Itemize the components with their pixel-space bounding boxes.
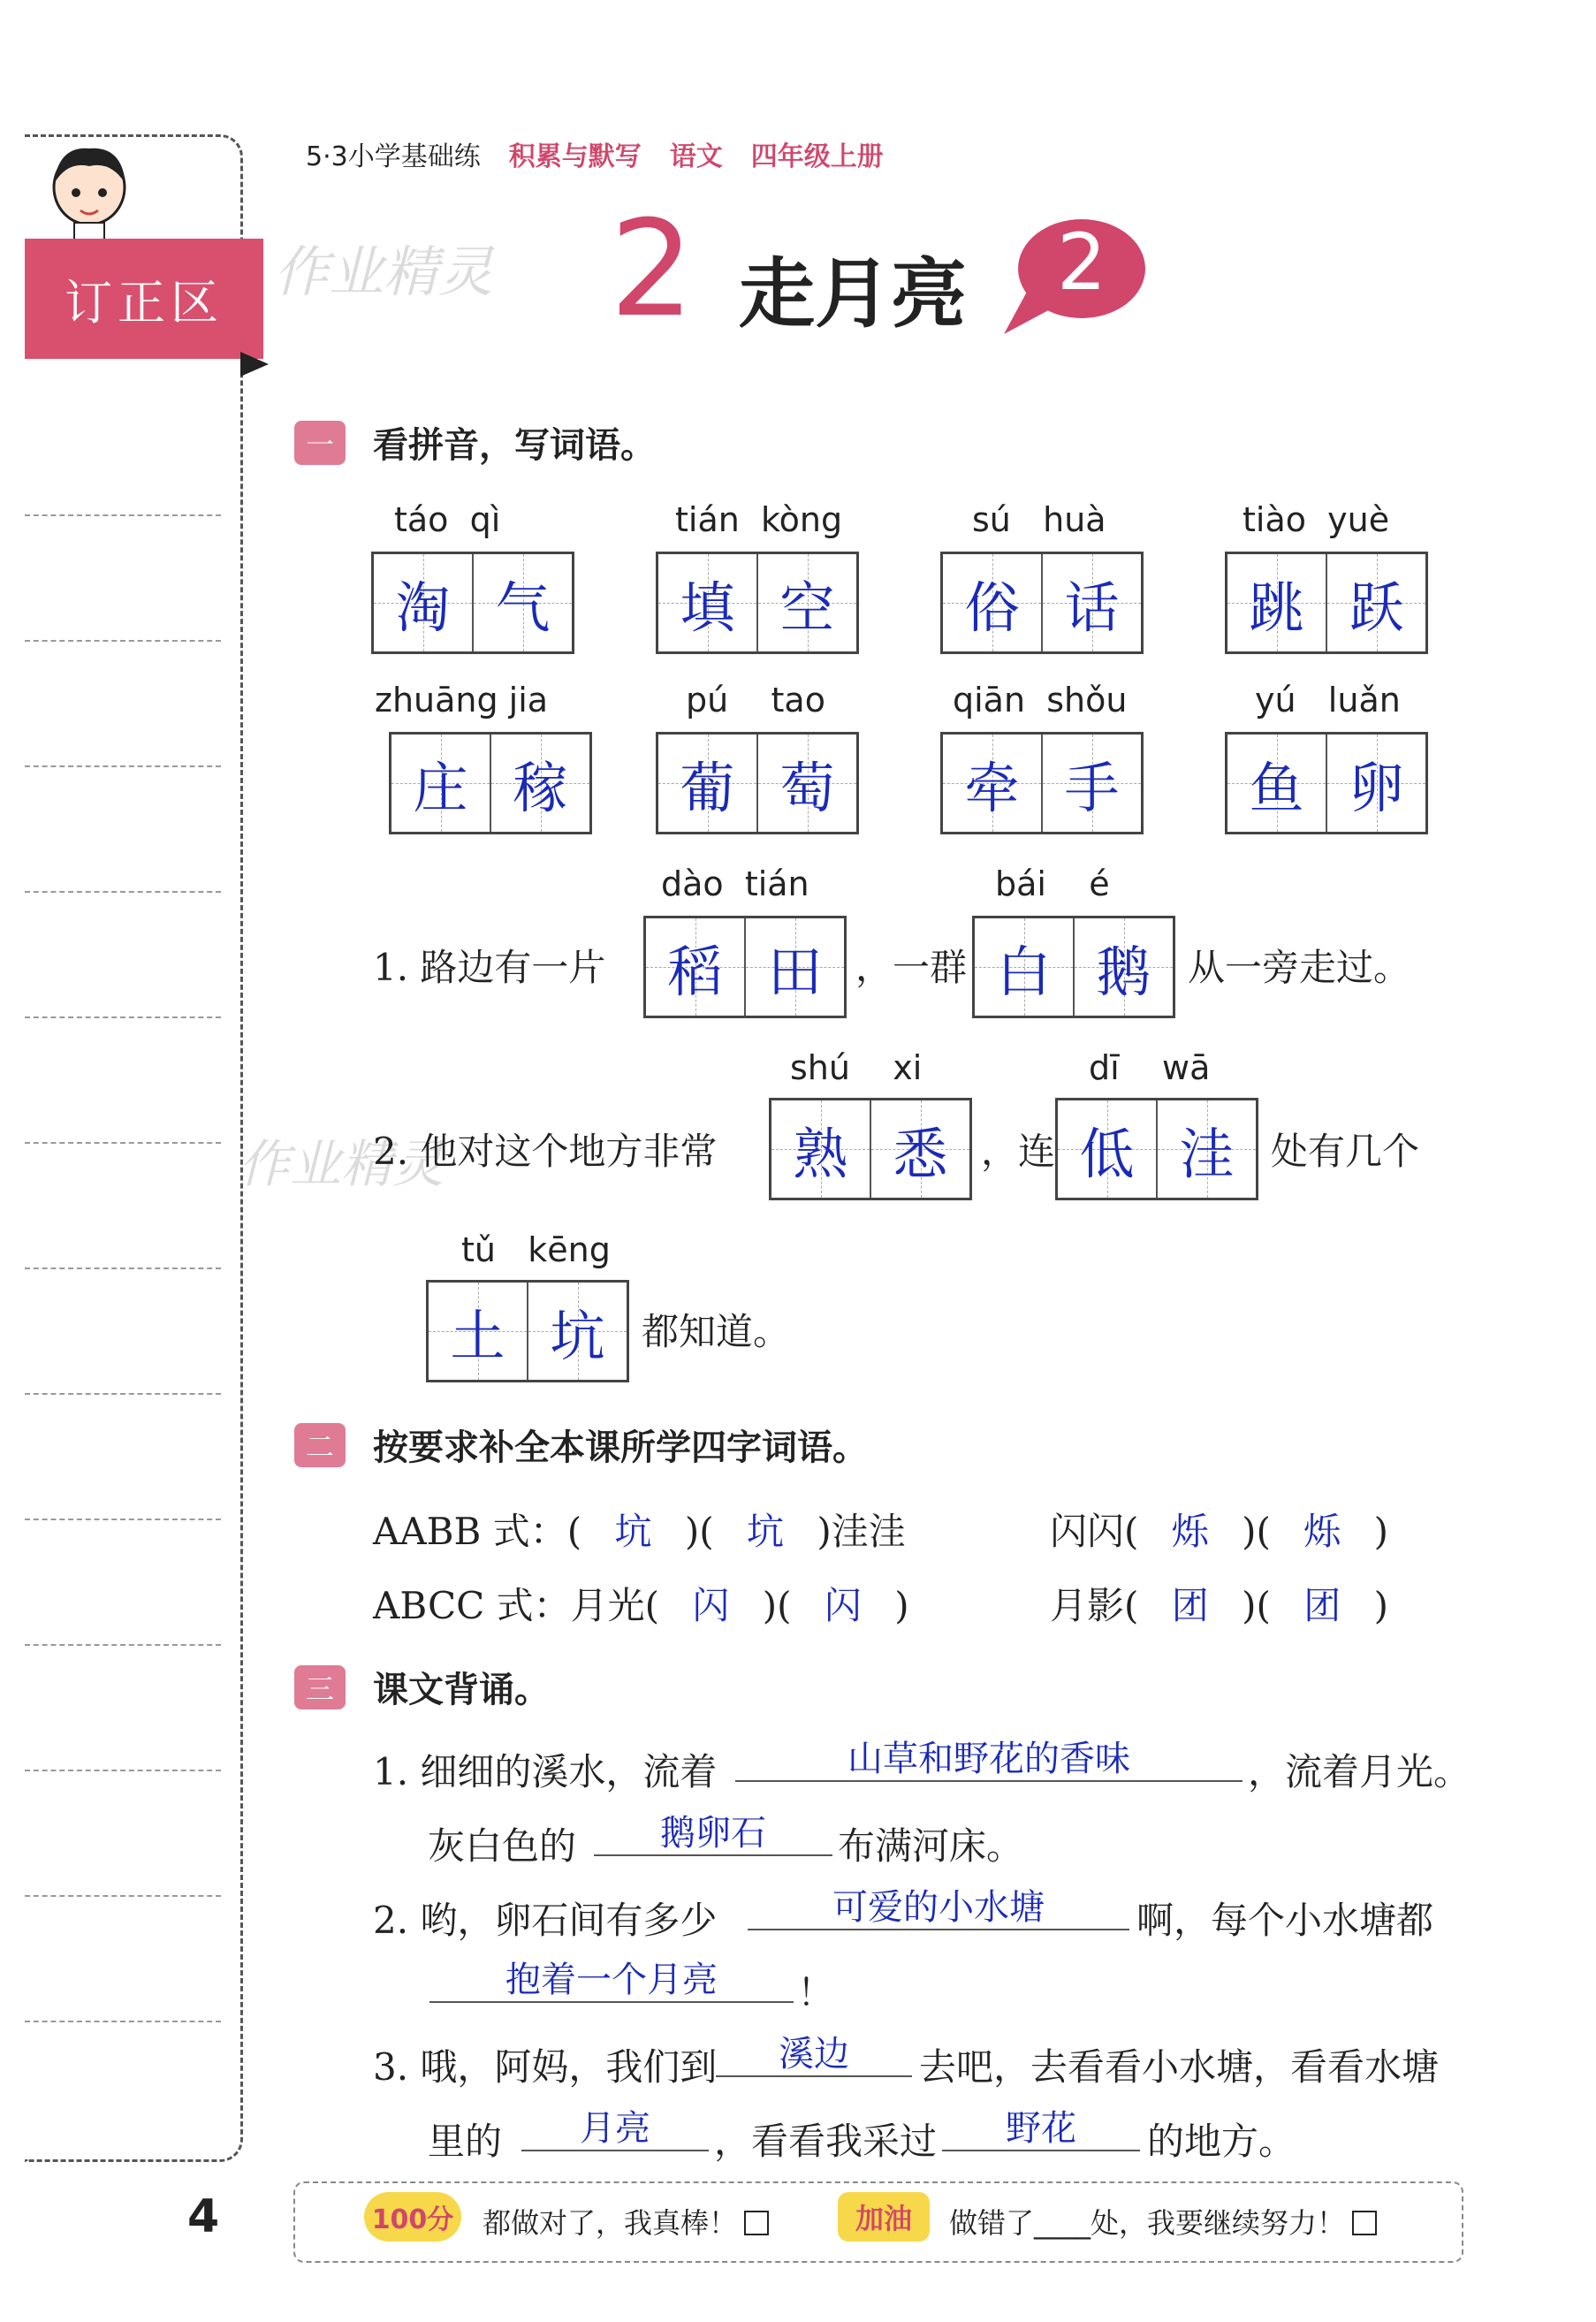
answer-char: 气 [495,575,551,640]
answer-char: 坑 [550,1303,605,1368]
q3-line2-mid: ，看看我采过 [714,2120,938,2163]
abcc-row [373,1577,909,1630]
aabb-label: AABB 式：( [373,1510,582,1553]
char-box [371,552,574,654]
pinyin: sú huà [972,500,1106,539]
char-box [656,552,859,654]
answer-char: 庄 [413,755,468,820]
sentence2-prefix: 2. 他对这个地方非常 [373,1130,718,1173]
answer-char: 鱼 [1249,755,1304,820]
lesson-badge [1000,214,1149,338]
paren: ) [1373,1584,1389,1627]
answer-char: 低 [1079,1121,1135,1186]
cheer-badge: 加油 [838,2192,930,2242]
watermark: 作业精灵 [239,1134,445,1194]
answer-char: 话 [1064,575,1120,640]
answer-char: 土 [450,1303,505,1368]
answer-char: 手 [1064,755,1120,820]
q1-line2-suffix: 布满河床。 [838,1824,1024,1868]
answer-blank: 抱着一个月亮 [429,1959,794,2003]
mistakes-checkbox[interactable] [1352,2211,1377,2235]
grade-label: 四年级上册 [750,141,884,172]
answer-char: 牵 [964,755,1020,820]
answer-blank: 鹅卵石 [594,1812,832,1856]
aabb-suffix: )洼洼 [817,1510,906,1553]
page-number: 4 [187,2190,220,2243]
paren: ) [894,1584,909,1627]
q3-mid: 去吧，去看看小水塘，看看水塘 [919,2045,1440,2089]
answer-blank: 可爱的小水塘 [748,1886,1129,1930]
answer-char: 闪 [824,1584,862,1627]
char-box [769,1098,972,1200]
margin-line [25,514,221,516]
answer-char: 卵 [1349,755,1404,820]
q1-prefix: 1. 细细的溪水，流着 [373,1750,718,1793]
pinyin: tiào yuè [1243,500,1390,539]
yueying-label: 月影( [1050,1584,1139,1627]
pinyin: yú luǎn [1255,681,1401,719]
paren: )( [1242,1584,1271,1627]
margin-line [25,2021,221,2022]
margin-line [25,891,221,893]
paren: ) [1373,1510,1389,1553]
answer-char: 跳 [1249,575,1304,640]
margin-line [25,1393,221,1395]
answer-char: 俗 [964,575,1020,640]
paren: )( [684,1510,714,1553]
correction-margin-frame [25,134,243,2162]
answer-char: 稼 [513,755,568,820]
answer-char: 田 [767,939,823,1004]
section2-title: 按要求补全本课所学四字词语。 [373,1427,868,1468]
char-box [1055,1098,1258,1200]
boy-mascot-icon [41,141,138,247]
correction-area-tab: 订正区 [25,239,263,359]
paren: )( [762,1584,792,1627]
q3-line2-suffix: 的地方。 [1147,2120,1296,2163]
q2-prefix: 2. 哟，卵石间有多少 [373,1899,718,1942]
self-check-mistakes-text: 做错了____处，我要继续努力！ [949,2206,1346,2240]
margin-line [25,640,221,642]
paren: )( [1242,1510,1271,1553]
answer-char: 闪 [692,1584,730,1627]
abcc-label: ABCC 式：月光( [373,1584,659,1627]
q3-line2-prefix: 里的 [428,2120,503,2163]
all-correct-checkbox[interactable] [744,2211,769,2235]
margin-line [25,1142,221,1144]
char-box [656,732,859,834]
char-box [972,916,1175,1018]
sentence2-end: 都知道。 [642,1310,791,1353]
pinyin: shú xi [790,1048,923,1087]
pinyin: tǔ kēng [461,1230,611,1269]
margin-line [25,1895,221,1897]
page-header [306,134,884,173]
sentence2-mid: ，连 [981,1130,1056,1173]
answer-char: 白 [996,939,1052,1004]
answer-char: 跃 [1349,575,1404,640]
section3-badge: 三 [294,1665,346,1709]
answer-char: 团 [1303,1584,1341,1627]
self-check-mistakes [949,2201,1377,2242]
full-score-badge: 100分 [364,2192,461,2242]
answer-char: 坑 [747,1510,785,1553]
answer-char: 填 [680,575,735,640]
series-name: 5·3小学基础练 [306,141,481,172]
q3-prefix: 3. 哦，阿妈，我们到 [373,2045,718,2089]
tab-fold-icon [240,352,269,377]
lesson-number: 2 [610,193,695,346]
char-box [426,1280,629,1382]
q2-mid: 啊，每个小水塘都 [1136,1899,1434,1942]
pinyin: bái é [995,864,1110,903]
answer-char: 烁 [1171,1510,1209,1553]
margin-line [25,1644,221,1646]
q2-end: ！ [797,1971,835,2014]
watermark: 作业精灵 [274,240,494,304]
pinyin: dào tián [661,864,809,903]
pinyin: tián kòng [675,500,843,539]
answer-char: 坑 [614,1510,652,1553]
q1-mid: ，流着月光。 [1248,1750,1471,1793]
section3-title: 课文背诵。 [373,1670,550,1710]
margin-line [25,1519,221,1520]
lesson-badge-number: 2 [1057,217,1106,308]
pinyin: pú tao [686,681,825,719]
answer-char: 萄 [779,755,835,820]
pinyin: táo qì [394,500,501,539]
char-box [940,552,1144,654]
answer-blank: 山草和野花的香味 [735,1738,1243,1782]
answer-char: 稻 [667,939,723,1004]
pinyin: dī wā [1089,1048,1211,1087]
answer-char: 熟 [793,1121,848,1186]
char-box [389,732,592,834]
answer-char: 悉 [893,1121,948,1186]
answer-char: 淘 [395,575,451,640]
q1-line2-prefix: 灰白色的 [428,1824,577,1868]
pinyin: zhuāng jia [375,681,549,719]
char-box [1225,732,1428,834]
section1-badge: 一 [294,421,346,465]
sentence1-mid: ，一群 [855,946,968,989]
answer-char: 葡 [680,755,735,820]
answer-char: 鹅 [1096,939,1151,1004]
self-check-correct [483,2201,769,2242]
margin-line [25,1268,221,1269]
char-box [940,732,1144,834]
section1-title: 看拼音，写词语。 [373,425,656,466]
margin-line [25,765,221,767]
answer-char: 烁 [1303,1510,1341,1553]
self-check-correct-text: 都做对了，我真棒！ [483,2206,738,2240]
subject-label: 语文 [669,141,723,172]
aabb-row [373,1503,906,1556]
section2-badge: 二 [294,1423,346,1467]
answer-blank: 溪边 [716,2033,912,2077]
answer-char: 空 [779,575,835,640]
answer-char: 洼 [1179,1121,1235,1186]
sentence2-suffix: 处有几个 [1271,1130,1420,1173]
answer-blank: 月亮 [521,2107,709,2151]
margin-line [25,1016,221,1018]
yueying-row [1050,1577,1388,1630]
pinyin: qiān shǒu [953,681,1128,719]
book-subtitle: 积累与默写 [508,141,642,172]
margin-line [25,1770,221,1771]
char-box [1225,552,1428,654]
char-box [643,916,847,1018]
sentence1-suffix: 从一旁走过。 [1188,946,1411,989]
answer-blank: 野花 [942,2107,1140,2151]
answer-char: 团 [1171,1584,1209,1627]
lesson-title: 走月亮 [739,250,967,339]
shanshan-label: 闪闪( [1050,1510,1139,1553]
shanshan-row [1050,1503,1388,1556]
sentence1-prefix: 1. 路边有一片 [373,946,606,989]
